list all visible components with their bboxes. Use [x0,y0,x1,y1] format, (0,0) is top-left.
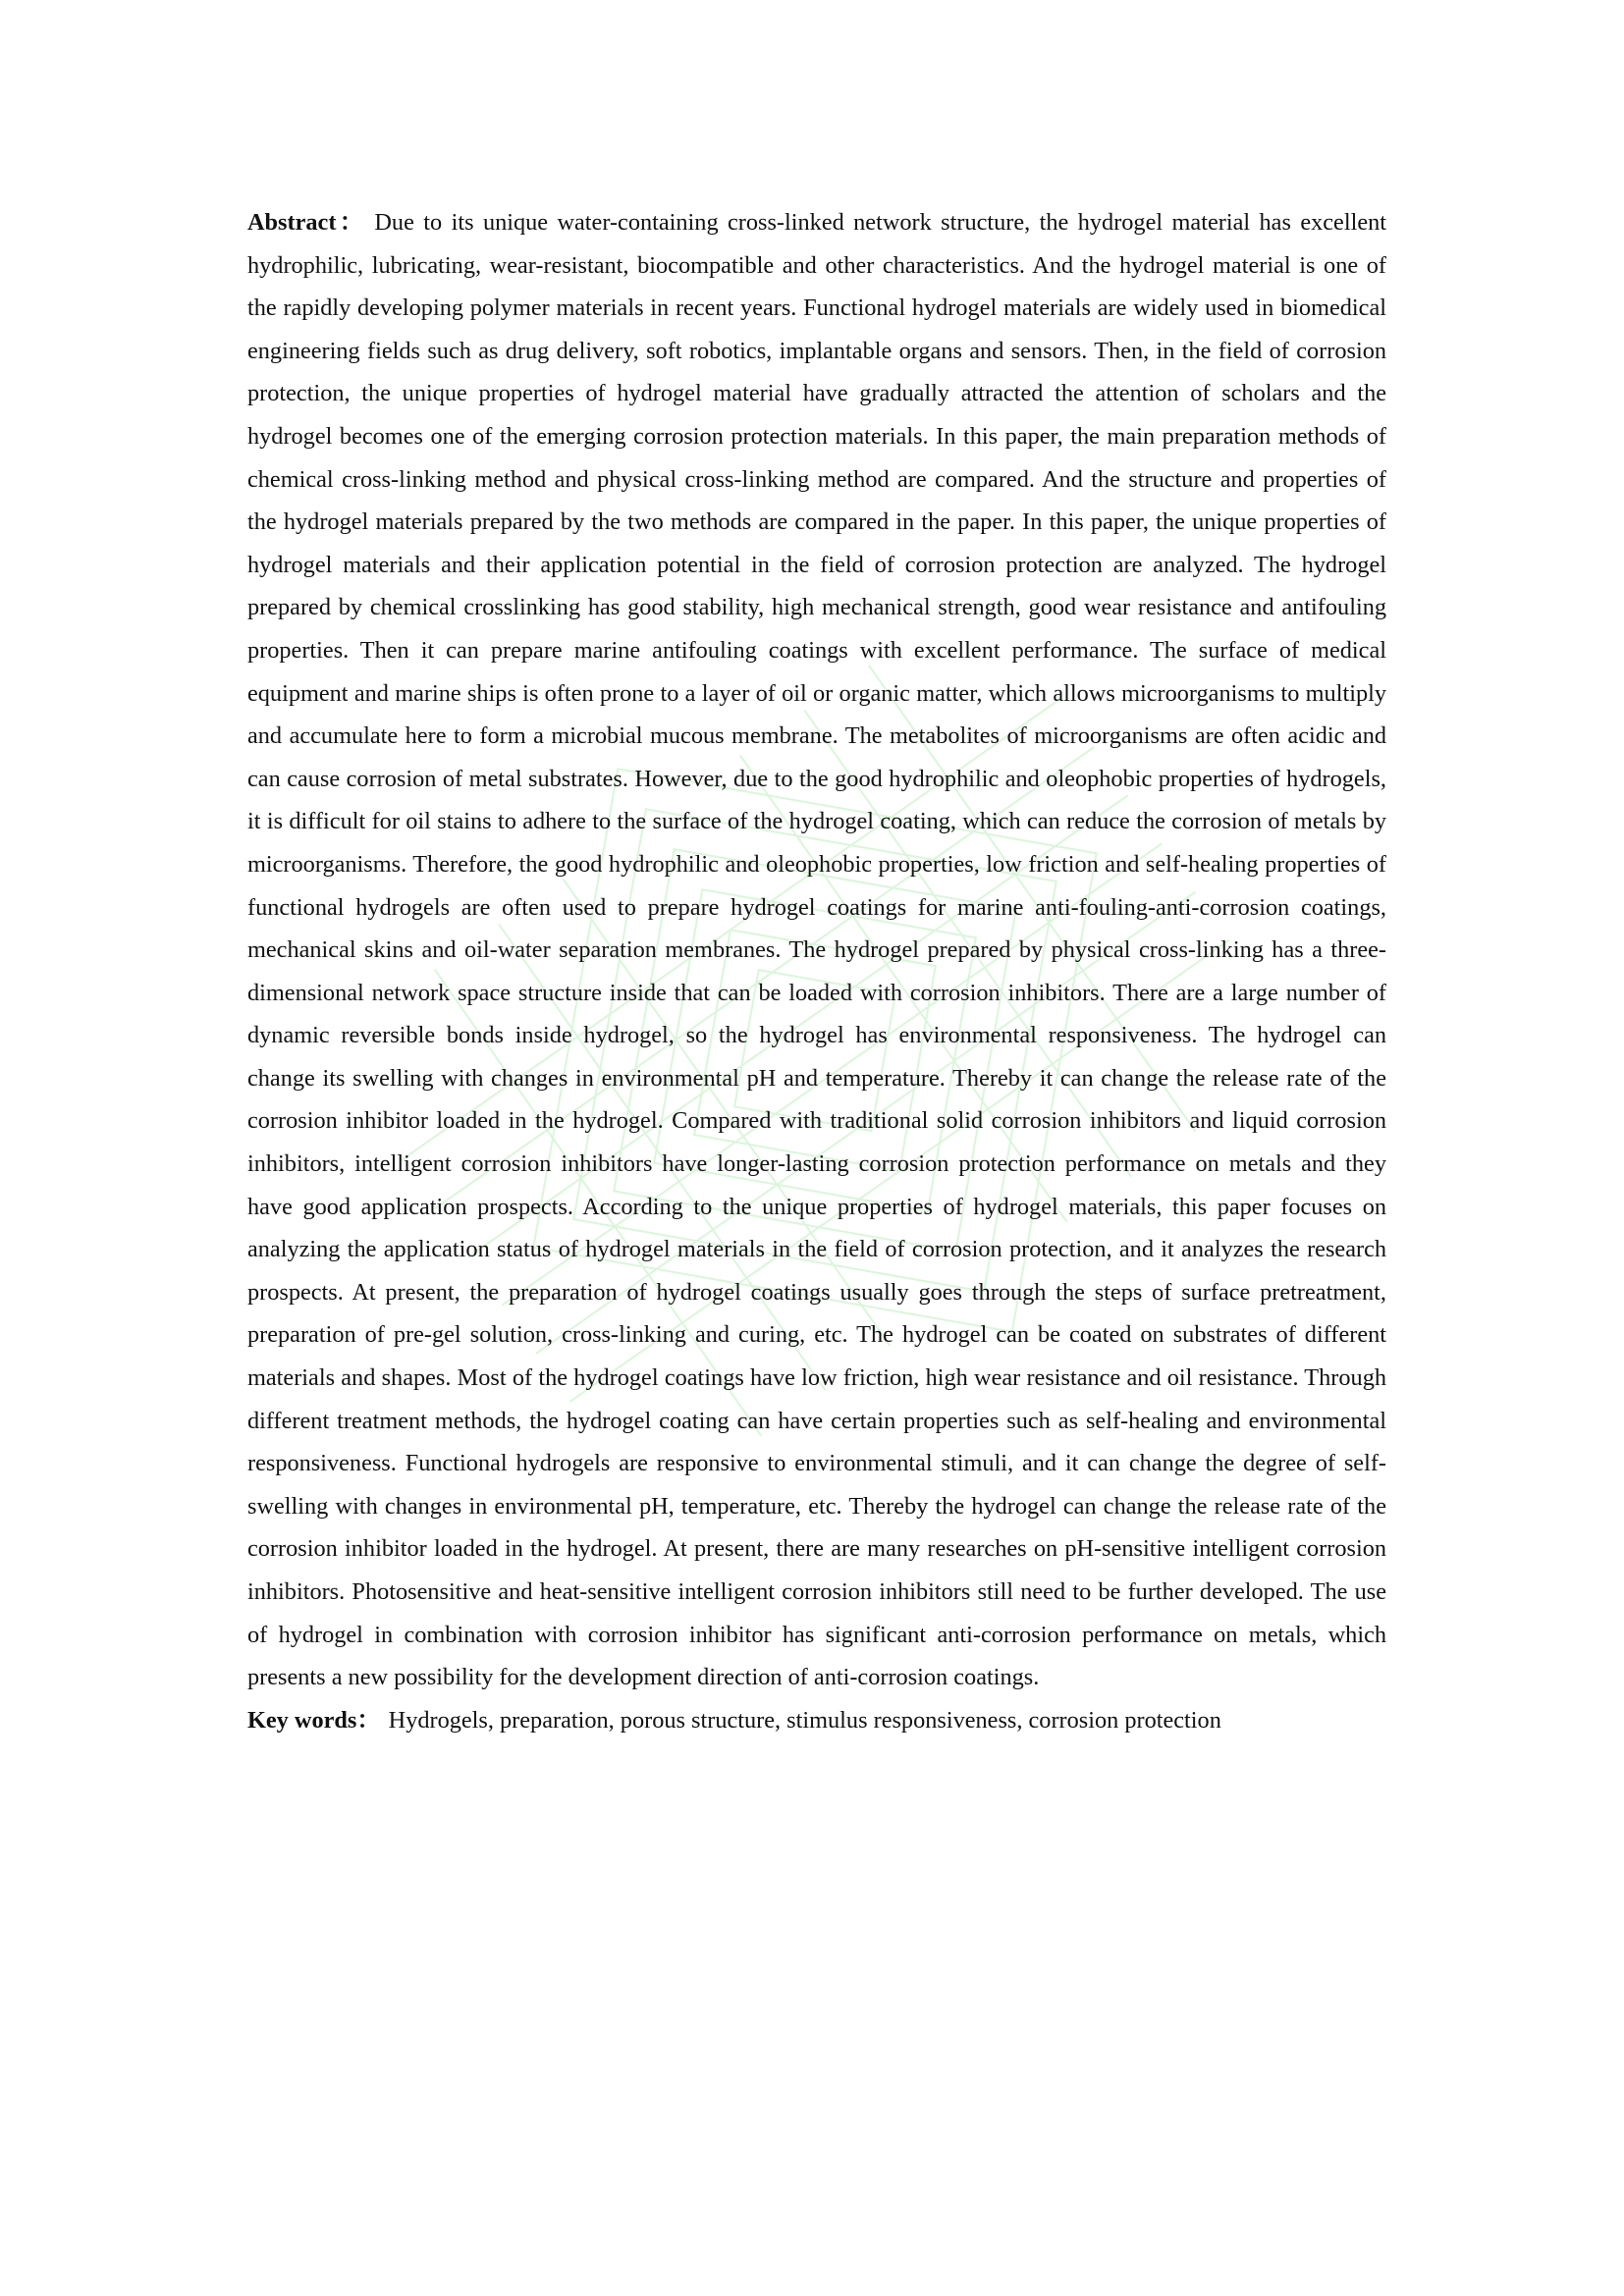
keywords-line [247,1699,1386,1742]
abstract-text: Due to its unique water-containing cross-linked network structure, the hydrogel material has excellent hydrophilic, lubricating, wear-resistant, biocompatible and other characteristics. And the hydrogel material is one of the rapidly developing polymer materials in recent years. Functional hydrogel materials are widely used in biomedical engineering fields such as drug delivery, soft robotics, implantable organs and sensors. Then, in the field of corrosion protection, the unique properties of hydrogel material have gradually attracted the attention of scholars and the hydrogel becomes one of the emerging corrosion protection materials. In this paper, the main preparation methods of chemical cross-linking method and physical cross-linking method are compared. And the structure and properties of the hydrogel materials prepared by the two methods are compared in the paper. In this paper, the unique properties of hydrogel materials and their application potential in the field of corrosion protection are analyzed. The hydrogel prepared by chemical crosslinking has good stability, high mechanical strength, good wear resistance and antifouling properties. Then it can prepare marine antifouling coatings with excellent performance. The surface of medical equipment and marine ships is often prone to a layer of oil or organic matter, which allows microorganisms to multiply and accumulate here to form a microbial mucous membrane. The metabolites of microorganisms are often acidic and can cause corrosion of metal substrates. However, due to the good hydrophilic and oleophobic properties of hydrogels, it is difficult for oil stains to adhere to the surface of the hydrogel coating, which can reduce the corrosion of metals by microorganisms. Therefore, the good hydrophilic and oleophobic properties, low friction and self-healing properties of functional hydrogels are often used to prepare hydrogel coatings for marine anti-fouling-anti-corrosion coatings, mechanical skins and oil-water separation membranes. The hydrogel prepared by physical cross-linking has a three-dimensional network space structure inside that can be loaded with corrosion inhibitors. There are a large number of dynamic reversible bonds inside hydrogel, so the hydrogel has environmental responsiveness. The hydrogel can change its swelling with changes in environmental pH and temperature. Thereby it can change the release rate of the corrosion inhibitor loaded in the hydrogel. Compared with traditional solid corrosion inhibitors and liquid corrosion inhibitors, intelligent corrosion inhibitors have longer-lasting corrosion protection performance on metals and they have good application prospects. According to the unique properties of hydrogel materials, this paper focuses on analyzing the application status of hydrogel materials in the field of corrosion protection, and it analyzes the research prospects. At present, the preparation of hydrogel coatings usually goes through the steps of surface pretreatment, preparation of pre-gel solution, cross-linking and curing, etc. The hydrogel can be coated on substrates of different materials and shapes. Most of the hydrogel coatings have low friction, high wear resistance and oil resistance. Through different treatment methods, the hydrogel coating can have certain properties such as self-healing and environmental responsiveness. Functional hydrogels are responsive to environmental stimuli, and it can change the degree of self-swelling with changes in environmental pH, temperature, etc. Thereby the hydrogel can change the release rate of the corrosion inhibitor loaded in the hydrogel. At present, there are many researches on pH-sensitive intelligent corrosion inhibitors. Photosensitive and heat-sensitive intelligent corrosion inhibitors still need to be further developed. The use of hydrogel in combination with corrosion inhibitor has significant anti-corrosion performance on metals, which presents a new possibility for the development direction of anti-corrosion coatings. [247,209,1386,1691]
keywords-separator: ： [356,1706,381,1734]
keywords-text: Hydrogels, preparation, porous structure, stimulus responsiveness, corrosion protection [388,1706,1221,1734]
abstract-paragraph [247,201,1386,1699]
abstract-label: Abstract [247,209,337,236]
abstract-separator: ： [336,209,367,236]
keywords-label: Key words [247,1706,357,1734]
page-content [247,201,1386,1741]
